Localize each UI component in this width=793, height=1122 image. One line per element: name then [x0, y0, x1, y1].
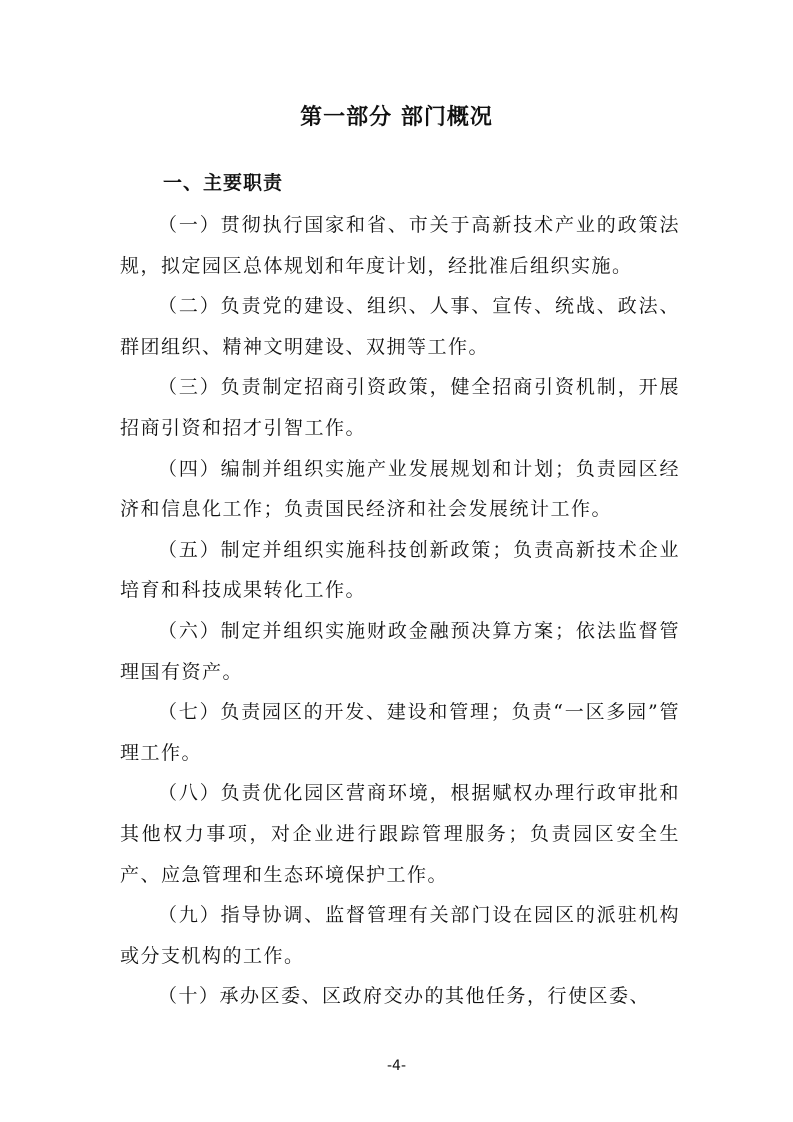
paragraph-8: （八）负责优化园区营商环境，根据赋权办理行政审批和其他权力事项，对企业进行跟踪管理服务；负责园区安全生产、应急管理和生态环境保护工作。 — [120, 782, 680, 886]
page-title: 第一部分 部门概况 — [300, 105, 493, 130]
body-text — [120, 205, 680, 1017]
paragraph-1: （一）贯彻执行国家和省、市关于高新技术产业的政策法规，拟定园区总体规划和年度计划，经批准后组织实施。 — [120, 214, 680, 277]
paragraph-10: （十）承办区委、区政府交办的其他任务，行使区委、 — [158, 985, 651, 1008]
paragraph-9: （九）指导协调、监督管理有关部门设在园区的派驻机构或分支机构的工作。 — [120, 904, 680, 967]
section-heading: 一、主要职责 — [163, 172, 284, 194]
paragraph-2: （二）负责党的建设、组织、人事、宣传、统战、政法、群团组织、精神文明建设、双拥等工作。 — [120, 295, 680, 358]
paragraph-5: （五）制定并组织实施科技创新政策；负责高新技术企业培育和科技成果转化工作。 — [120, 538, 680, 602]
page-number: -4- — [386, 1058, 406, 1074]
paragraph-4: （四）编制并组织实施产业发展规划和计划；负责园区经济和信息化工作；负责国民经济和社会发展统计工作。 — [120, 457, 680, 521]
paragraph-7: （七）负责园区的开发、建设和管理；负责“一区多园”管理工作。 — [120, 701, 680, 764]
paragraph-3: （三）负责制定招商引资政策，健全招商引资机制，开展招商引资和招才引智工作。 — [120, 376, 680, 439]
paragraph-6: （六）制定并组织实施财政金融预决算方案；依法监督管理国有资产。 — [120, 619, 680, 683]
